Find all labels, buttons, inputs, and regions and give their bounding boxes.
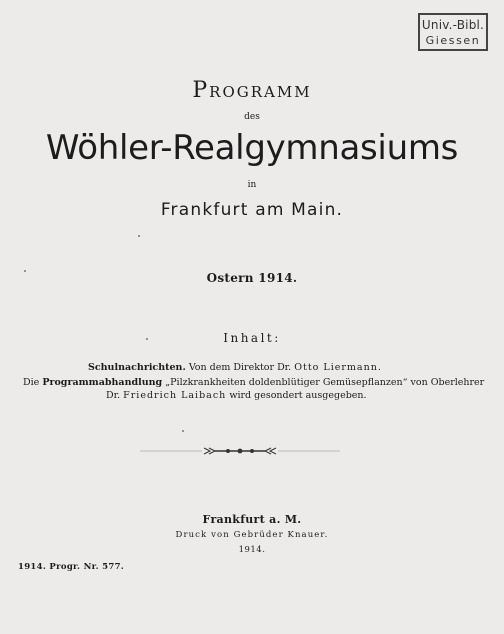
stamp-line-2: Giessen [425, 34, 481, 47]
contents-item-school-news [88, 361, 382, 374]
paper-speck [146, 338, 148, 340]
des-label: des [244, 112, 260, 122]
school-news-label: Schulnachrichten. [88, 362, 186, 373]
school-name: Wöhler-Realgymnasiums [45, 128, 459, 168]
treatise-label: Programmabhandlung [42, 377, 163, 388]
treatise-text: „Pilzkrankheiten doldenblütiger Gemüsepflanzen“ von Oberlehrer [165, 377, 485, 388]
programm-heading: Programm [192, 78, 312, 103]
library-stamp [418, 13, 488, 51]
author-title: Dr. [106, 390, 121, 401]
program-number: 1914. Progr. Nr. 577. [18, 562, 125, 572]
easter-date: Ostern 1914. [206, 271, 298, 285]
printer-line: Druck von Gebrüder Knauer. [175, 530, 329, 540]
publication-place: Frankfurt a. M. [202, 513, 302, 526]
paper-speck [24, 270, 26, 272]
ornamental-divider [140, 444, 340, 458]
city-name: Frankfurt am Main. [160, 200, 344, 220]
contents-item-author [106, 389, 367, 402]
in-label: in [247, 180, 257, 190]
paper-speck [138, 235, 140, 237]
publication-year: 1914. [238, 545, 266, 555]
director-name: Otto Liermann. [294, 362, 382, 373]
contents-item-treatise [23, 376, 484, 389]
stamp-line-1: Univ.-Bibl. [421, 18, 485, 32]
school-news-text: Von dem Direktor Dr. [188, 362, 292, 373]
treatise-prefix: Die [23, 377, 40, 388]
paper-speck [182, 430, 184, 432]
contents-heading: Inhalt: [223, 331, 281, 345]
author-name: Friedrich Laibach [123, 390, 227, 401]
author-note: wird gesondert ausgegeben. [229, 390, 367, 401]
